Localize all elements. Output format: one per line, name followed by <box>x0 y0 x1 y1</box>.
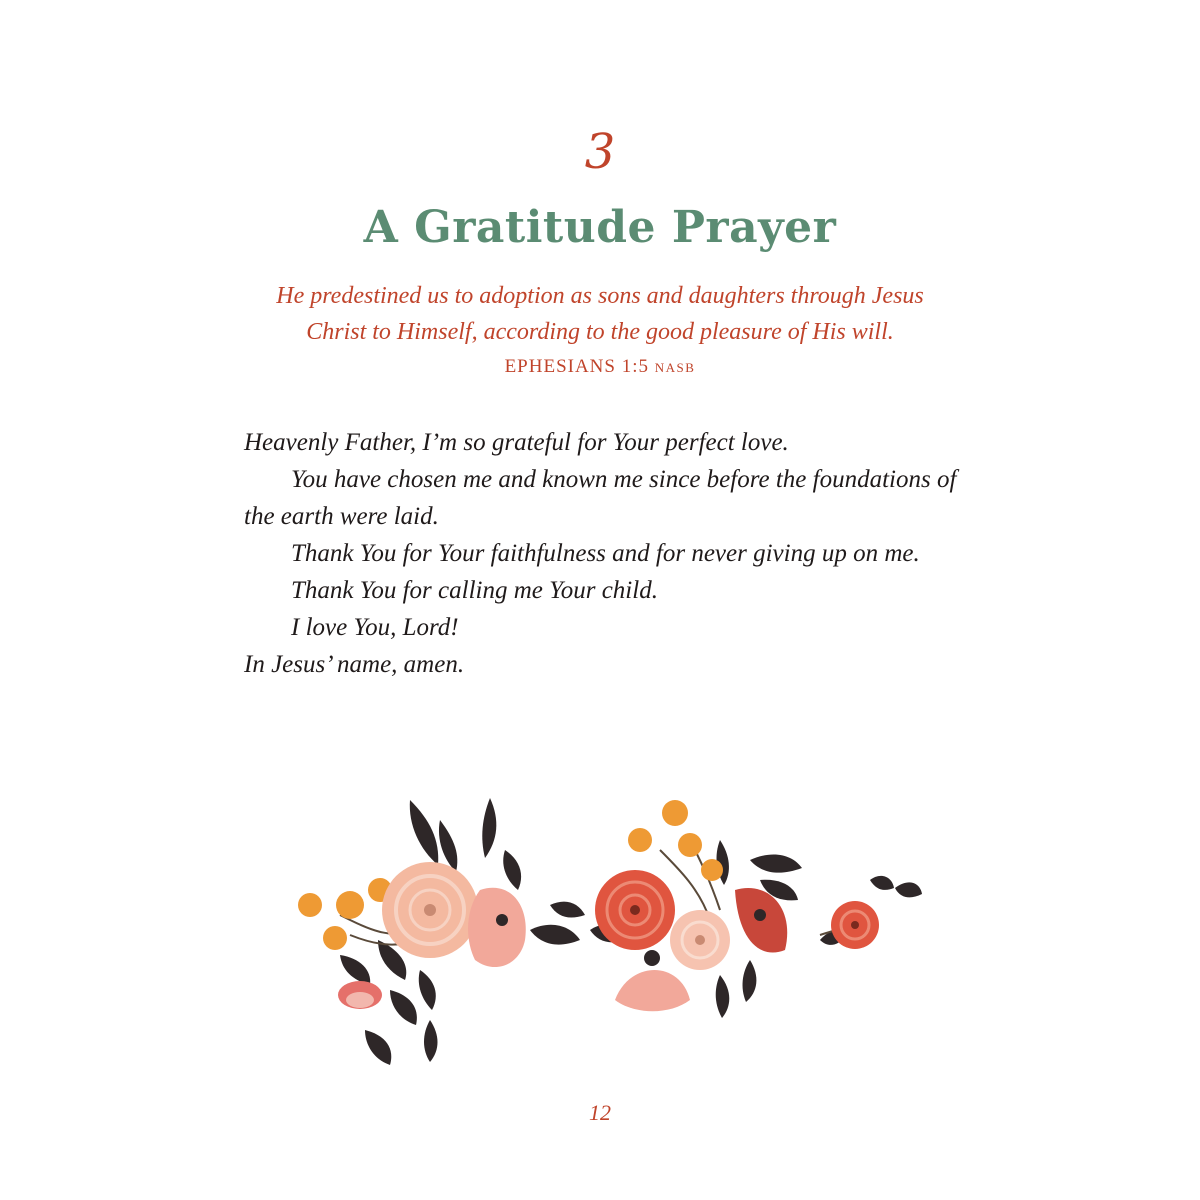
prayer-line: Thank You for calling me Your child. <box>291 577 658 604</box>
peach-rose <box>382 862 478 958</box>
verse-line: He predestined us to adoption as sons and daughters through Jesus <box>276 283 924 309</box>
prayer-line: Heavenly Father, I’m so grateful for Your perfect love. <box>244 429 789 456</box>
verse-reference <box>0 356 1200 378</box>
page-title: A Gratitude Prayer <box>363 202 837 253</box>
floral-branch-illustration <box>280 780 940 1080</box>
prayer-line: In Jesus’ name, amen. <box>244 651 465 678</box>
small-red-rose <box>831 901 879 949</box>
page-number: 12 <box>589 1100 611 1125</box>
prayer-line: Thank You for Your faithfulness and for never giving up on me. <box>291 540 920 567</box>
verse-reference-book: EPHESIANS 1:5 <box>504 356 649 377</box>
light-rose <box>670 910 730 970</box>
prayer-line: You have chosen me and known me since before the foundations of <box>291 466 957 493</box>
prayer-line: I love You, Lord! <box>291 614 459 641</box>
scripture-verse <box>200 278 1000 350</box>
verse-version: NASB <box>654 360 696 375</box>
pink-blossom <box>468 888 526 967</box>
coral-rose <box>595 870 675 950</box>
prayer-text <box>244 424 984 683</box>
prayer-line: the earth were laid. <box>244 503 439 530</box>
verse-line: Christ to Himself, according to the good pleasure of His will. <box>306 319 894 345</box>
chapter-number: 3 <box>584 124 616 180</box>
pink-bud <box>338 981 382 1009</box>
